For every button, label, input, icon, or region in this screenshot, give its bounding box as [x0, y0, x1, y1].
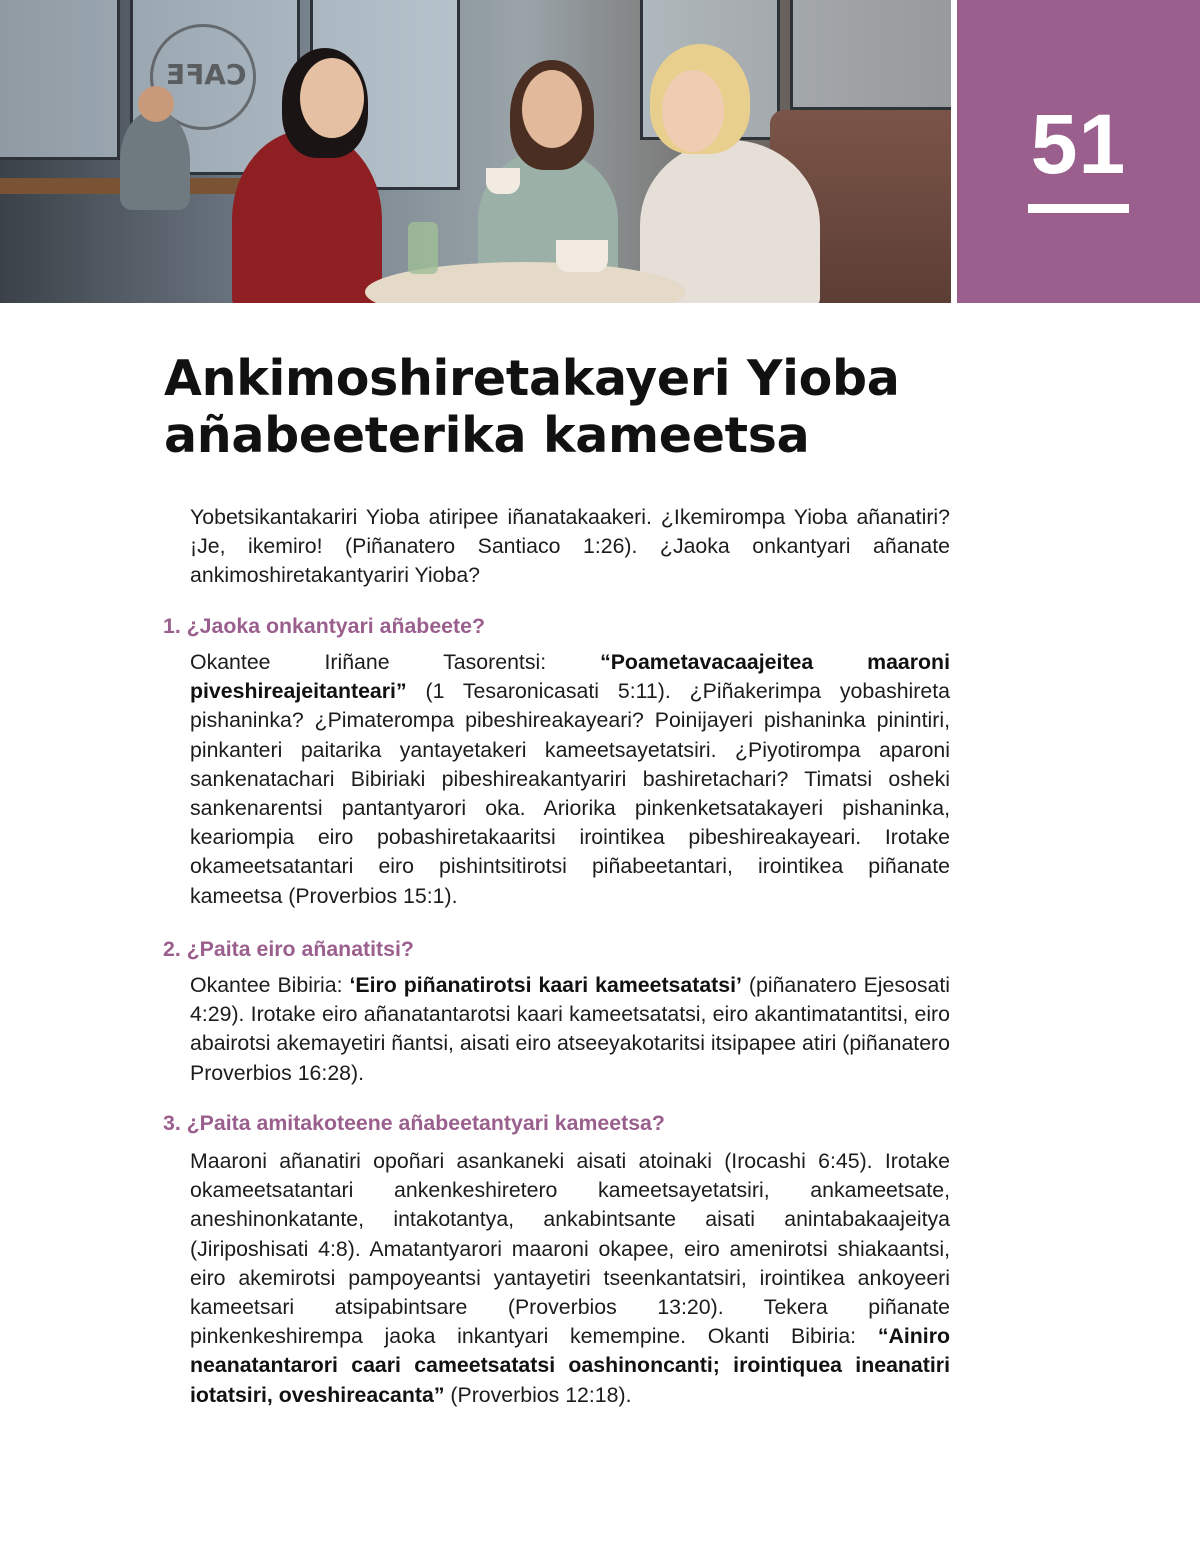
paragraph-text: (1 Tesaronicasati 5:11). ¿Piñakerimpa yobashireta pishaninka? ¿Pimaterompa pibeshireakayeari? Poinijayeri pishaninka pinintiri, pinkanteri paitarika yantayetakeri kameetsayetatsiri. ¿Piyotirompa aparoni sankenatachari Bibiriaki pibeshireakantyariri bashiretachari? Timatsi osheki sankenarentsi pantantyarori oka. Ariorika pinkenketsatakayeri pishaninka, keariompia eiro pobashiretakaaritsi irointikea pibeshireakayeari. Irotake okameetsatantari eiro pishintsitirotsi piñabeetantari, irointikea piñanate kameetsa (Proverbios 15:1). — [190, 679, 950, 908]
paragraph-lead: Okantee Iriñane Tasorentsi: — [190, 650, 601, 674]
section-heading: 1. ¿Jaoka onkantyari añabeete? — [163, 614, 485, 638]
page-title — [164, 350, 964, 464]
paragraph-lead: Okantee Bibiria: — [190, 973, 350, 997]
chapter-underline — [1028, 204, 1129, 213]
title-line-2: añabeeterika kameetsa — [164, 407, 810, 464]
background-person-head — [138, 86, 174, 122]
coffee-cup — [486, 168, 520, 194]
section-heading: 3. ¿Paita amitakoteene añabeetantyari kameetsa? — [163, 1111, 665, 1135]
title-line-1: Ankimoshiretakayeri Yioba — [164, 350, 900, 407]
background-person — [120, 110, 190, 210]
header-photo — [0, 0, 951, 303]
coffee-cup — [556, 240, 608, 272]
scripture-quote: “Poametavacaajeitea maaroni piveshireajeitanteari” — [190, 650, 950, 704]
woman-face — [522, 70, 582, 148]
chapter-badge — [957, 0, 1200, 303]
section-paragraph — [190, 971, 950, 1088]
section-heading: 2. ¿Paita eiro añanatitsi? — [163, 937, 414, 961]
chapter-number: 51 — [1030, 97, 1127, 191]
cafe-sign: CAFE — [166, 58, 247, 91]
paragraph-lead: Maaroni añanatiri opoñari asankaneki aisati atoinaki (Irocashi 6:45). Irotake okameetsatantari ankenkeshiretero kameetsayetatsiri, ankameetsate, aneshinonkatante, intakotantya, ankabintsante aisati anintabakaajeitya (Jiriposhisati 4:8). Amatantyarori maaroni okapee, eiro amenirotsi shiakaantsi, eiro akemirotsi pampoyeantsi yantayetiri tseenkantatsiri, irointikea ankoyeeri kameetsari atsipabintsare (Proverbios 13:20). Tekera piñanate pinkenkeshirempa jaoka inkantyari kemempine. Okanti Bibiria: — [190, 1149, 950, 1349]
scripture-quote: “Ainiro neanatantarori caari cameetsatatsi oashinoncanti; irointiquea ineanatiri iotatsiri, oveshireacanta” — [190, 1324, 950, 1407]
scripture-quote: ‘Eiro piñanatirotsi kaari kameetsatatsi’ — [349, 973, 742, 997]
window-pane — [0, 0, 120, 160]
woman-face — [300, 58, 364, 138]
section-paragraph — [190, 1147, 950, 1410]
section-paragraph — [190, 648, 950, 911]
woman-face — [662, 70, 724, 152]
paragraph-text: (Proverbios 12:18). — [444, 1382, 632, 1407]
paragraph-text: (piñanatero Ejesosati 4:29). Irotake eiro añanatantarotsi kaari kameetsatatsi, eiro akantimatantitsi, eiro abairotsi akemayetiri ñantsi, aisati eiro atseeyakotaritsi itsipapee atiri (piñanatero Proverbios 16:28). — [190, 973, 950, 1085]
window-pane — [790, 0, 951, 110]
glass-jar — [408, 222, 438, 274]
intro-paragraph: Yobetsikantakariri Yioba atiripee iñanatakaakeri. ¿Ikemirompa Yioba añanatiri? ¡Je, ikemiro! (Piñanatero Santiaco 1:26). ¿Jaoka onkantyari añanate ankimoshiretakantyariri Yioba? — [190, 505, 950, 588]
